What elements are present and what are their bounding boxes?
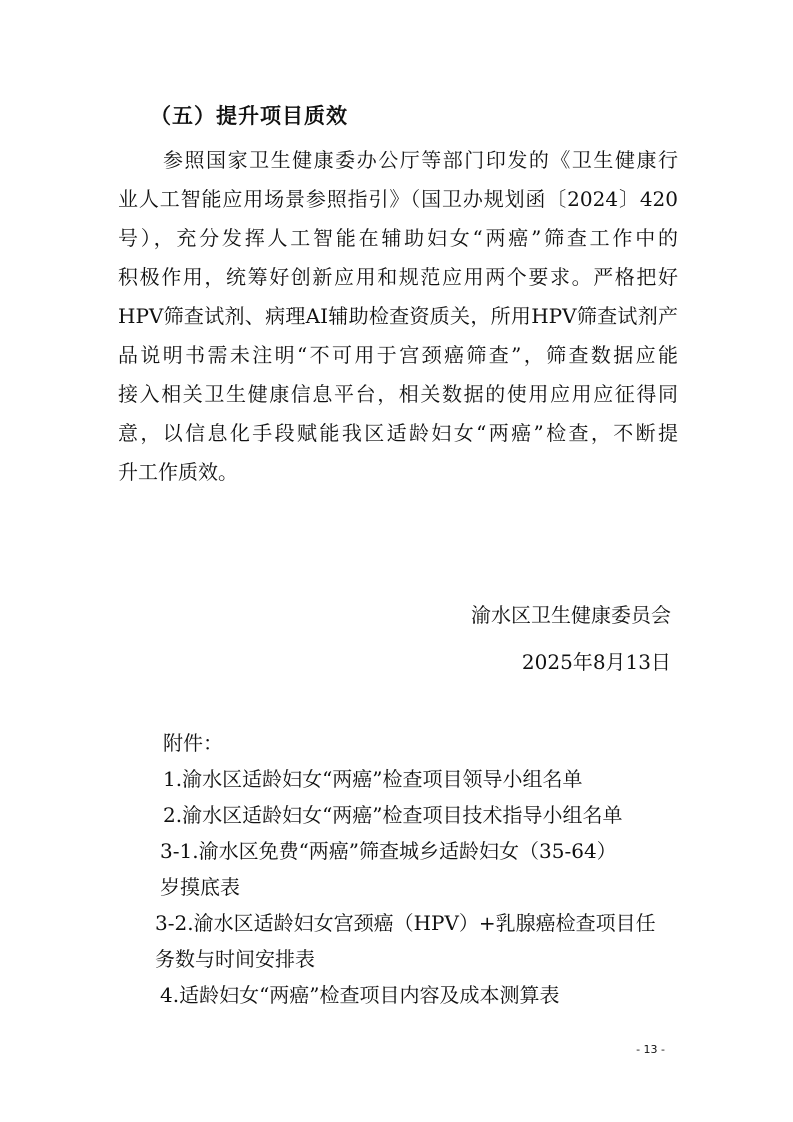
paragraph-line: 号），充分发挥人工智能在辅助妇女“两癌”筛查工作中的 — [118, 226, 678, 250]
paragraph-line: 接入相关卫生健康信息平台，相关数据的使用应用应征得同 — [118, 382, 678, 406]
section-heading: （五）提升项目质效 — [150, 104, 348, 128]
attachment-item: 1.渝水区适龄妇女“两癌”检查项目领导小组名单 — [163, 767, 583, 791]
paragraph-line: 参照国家卫生健康委办公厅等部门印发的《卫生健康行 — [163, 148, 678, 172]
attachment-item: 4.适龄妇女“两癌”检查项目内容及成本测算表 — [160, 983, 560, 1007]
paragraph-line: 升工作质效。 — [118, 460, 238, 484]
signature-date: 2025年8月13日 — [521, 650, 671, 674]
page-number: - 13 - — [636, 1043, 665, 1056]
paragraph-line: HPV筛查试剂、病理AI辅助检查资质关，所用HPV筛查试剂产 — [118, 304, 678, 328]
paragraph-line: 业人工智能应用场景参照指引》（国卫办规划函〔2024〕420 — [118, 187, 678, 211]
attachment-item: 3-1.渝水区免费“两癌”筛查城乡适龄妇女（35-64） — [160, 839, 617, 863]
paragraph-line: 意，以信息化手段赋能我区适龄妇女“两癌”检查，不断提 — [118, 421, 678, 445]
attachment-item-continued: 务数与时间安排表 — [155, 947, 315, 971]
signature-organization: 渝水区卫生健康委员会 — [471, 603, 671, 627]
attachment-item: 3-2.渝水区适龄妇女宫颈癌（HPV）+乳腺癌检查项目任 — [155, 911, 656, 935]
paragraph-line: 积极作用，统筹好创新应用和规范应用两个要求。严格把好 — [118, 265, 678, 289]
paragraph-line: 品说明书需未注明“不可用于宫颈癌筛查”，筛查数据应能 — [118, 343, 678, 367]
attachment-item: 2.渝水区适龄妇女“两癌”检查项目技术指导小组名单 — [163, 803, 623, 827]
attachments-label: 附件： — [163, 731, 223, 755]
attachment-item-continued: 岁摸底表 — [160, 875, 240, 899]
